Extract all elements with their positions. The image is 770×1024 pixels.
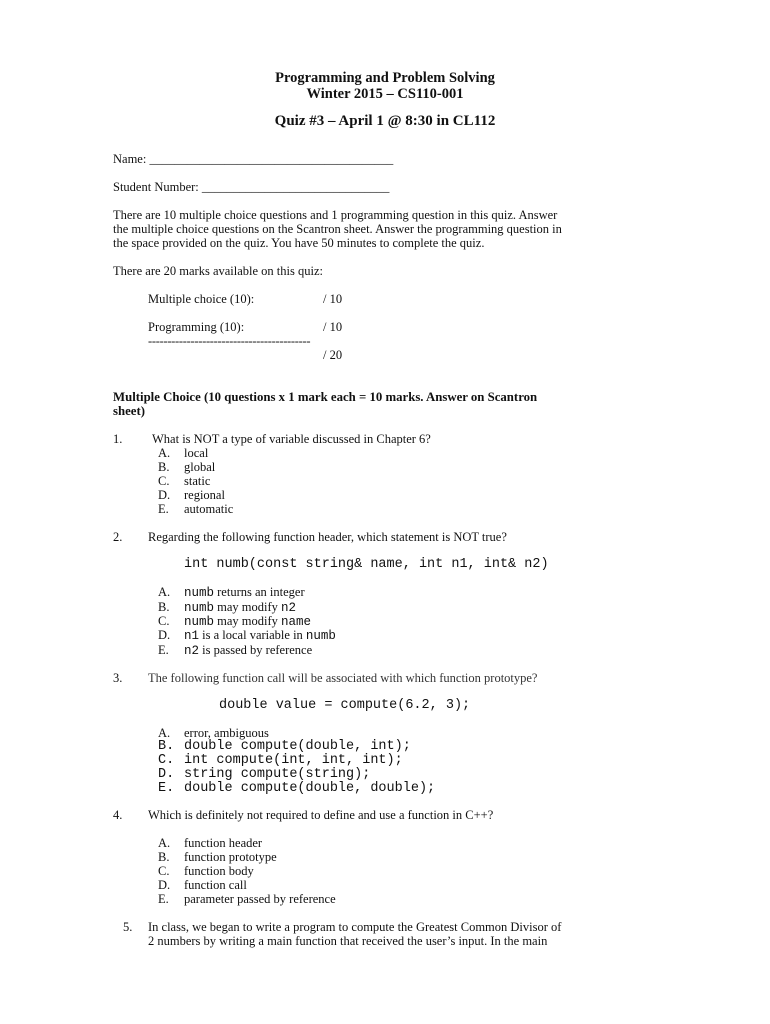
- intro-line-1: There are 10 multiple choice questions and 1 programming question in this quiz. Answer: [113, 208, 558, 222]
- marks-available: There are 20 marks available on this quiz:: [113, 264, 323, 278]
- q2-option-d: D. n1 is a local variable in numb: [158, 628, 336, 643]
- q3-code: double value = compute(6.2, 3);: [219, 698, 471, 713]
- q3-option-e: E. double compute(double, double);: [158, 781, 436, 796]
- q5-line-2: 2 numbers by writing a main function that received the user’s input. In the main: [148, 934, 548, 948]
- q2-option-b: B. numb may modify n2: [158, 600, 297, 615]
- intro-line-2: the multiple choice questions on the Scantron sheet. Answer the programming question in: [113, 222, 562, 236]
- q5-number: 5.: [123, 920, 133, 934]
- q2-text: Regarding the following function header, which statement is NOT true?: [148, 530, 507, 544]
- section-heading-line-2: sheet): [113, 404, 145, 418]
- q2-option-e: E. n2 is passed by reference: [158, 643, 313, 658]
- course-title: Programming and Problem Solving: [275, 70, 495, 86]
- prog-marks-label: Programming (10):: [148, 320, 245, 334]
- q2-code: int numb(const string& name, int n1, int& n2): [184, 557, 549, 572]
- q1-option-c: C. static: [158, 474, 211, 488]
- q4-option-a: A. function header: [158, 836, 263, 850]
- q2-number: 2.: [113, 530, 123, 544]
- term-heading: Winter 2015 – CS110-001: [306, 86, 464, 102]
- q3-number: 3.: [113, 671, 123, 685]
- q4-text: Which is definitely not required to define and use a function in C++?: [148, 808, 494, 822]
- mc-marks-value: / 10: [323, 292, 343, 306]
- q3-text: The following function call will be associated with which function prototype?: [148, 671, 538, 685]
- marks-divider: ------------------------------------------: [148, 334, 311, 348]
- q2-option-a: A. numb returns an integer: [158, 585, 305, 600]
- q4-option-b: B. function prototype: [158, 850, 277, 864]
- q5-line-1: In class, we began to write a program to compute the Greatest Common Divisor of: [148, 920, 562, 934]
- q3-option-d: D. string compute(string);: [158, 767, 371, 782]
- intro-line-3: the space provided on the quiz. You have 50 minutes to complete the quiz.: [113, 236, 485, 250]
- q3-option-a: A. error, ambiguous: [158, 726, 269, 740]
- q1-text: What is NOT a type of variable discussed in Chapter 6?: [152, 432, 431, 446]
- q1-option-a: A. local: [158, 446, 209, 460]
- q1-option-b: B. global: [158, 460, 216, 474]
- q3-option-b: B. double compute(double, int);: [158, 739, 411, 754]
- name-field: Name: _______________________________________: [113, 152, 394, 166]
- quiz-heading: Quiz #3 – April 1 @ 8:30 in CL112: [274, 113, 496, 129]
- q1-option-e: E. automatic: [158, 502, 234, 516]
- q3-option-c: C. int compute(int, int, int);: [158, 753, 403, 768]
- mc-marks-label: Multiple choice (10):: [148, 292, 255, 306]
- q4-option-c: C. function body: [158, 864, 254, 878]
- q4-option-d: D. function call: [158, 878, 247, 892]
- q4-option-e: E. parameter passed by reference: [158, 892, 336, 906]
- section-heading-line-1: Multiple Choice (10 questions x 1 mark each = 10 marks. Answer on Scantron: [113, 390, 538, 404]
- q1-number: 1.: [113, 432, 123, 446]
- total-marks-value: / 20: [323, 348, 343, 362]
- q1-option-d: D. regional: [158, 488, 225, 502]
- student-number-field: Student Number: ______________________________: [113, 180, 390, 194]
- q2-option-c: C. numb may modify name: [158, 614, 312, 629]
- prog-marks-value: / 10: [323, 320, 343, 334]
- q4-number: 4.: [113, 808, 123, 822]
